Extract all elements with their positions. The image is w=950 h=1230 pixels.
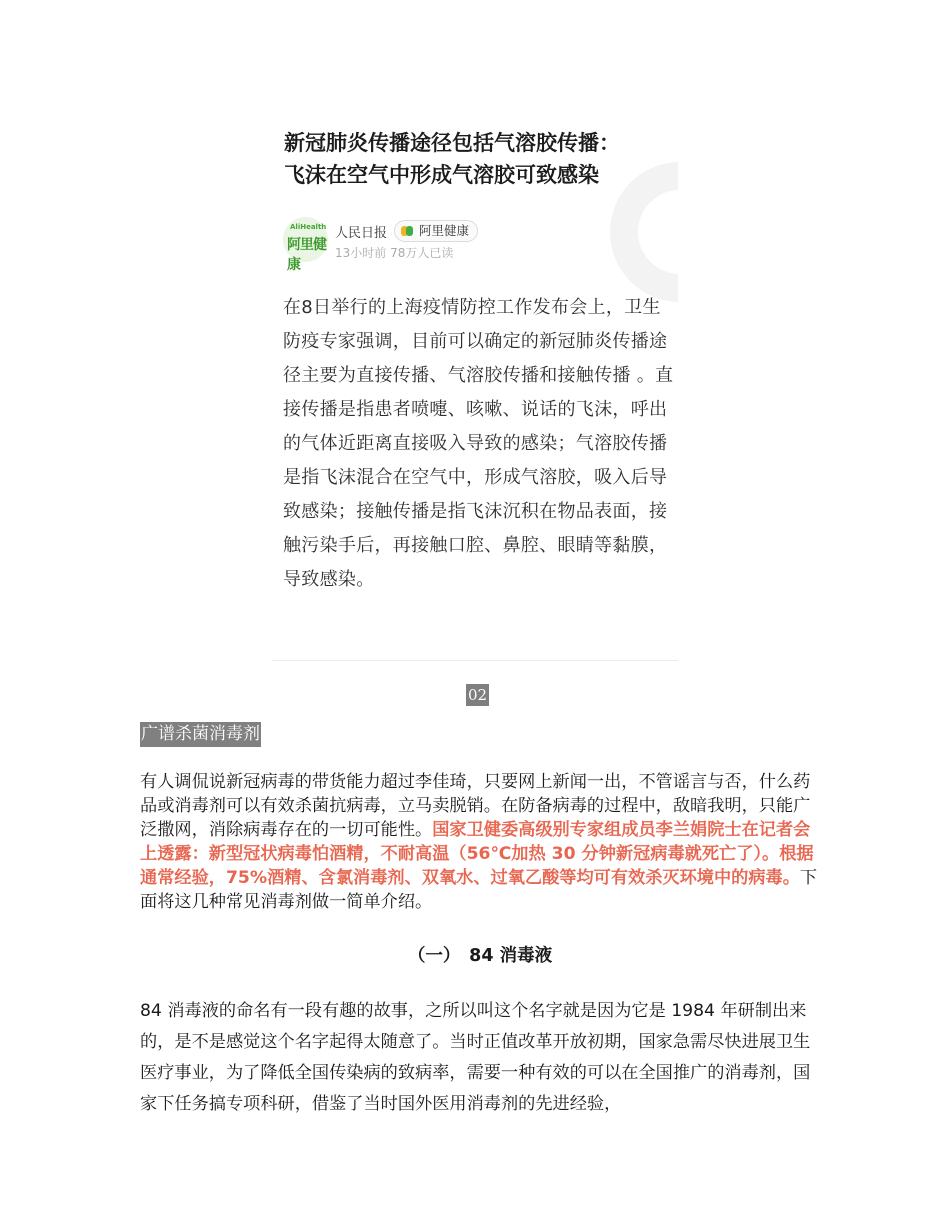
- publisher-badge-label: 阿里健康: [419, 223, 470, 238]
- alihealth-icon: [401, 226, 415, 236]
- article-title-line2: 飞沫在空气中形成气溶胶可致感染: [284, 163, 599, 187]
- article-author: 人民日报: [335, 226, 388, 241]
- page-number: 02: [468, 686, 488, 704]
- article-title-line1: 新冠肺炎传播途径包括气溶胶传播：: [284, 131, 620, 155]
- paragraph-intro-start: 有人调侃说新冠病毒的带货能力超过李佳琦，只要网上新闻一出，不管谣言与否，什么药品或消毒剂可以有效杀菌抗病毒，立马卖脱销。在防备病毒的过程中，敌暗我明，只能广泛撒网，消除病毒存在的一切可能性。: [140, 772, 811, 840]
- paragraph-intro-highlight: 国家卫健委高级别专家组成员李兰娟院士在记者会上透露：新型冠状病毒怕酒精，不耐高温（56℃加热 30 分钟新冠病毒就死亡了）。根据通常经验，75%酒精、含氯消毒剂、双氧水、过氧乙酸等均可有效杀灭环境中的病毒。: [140, 820, 814, 888]
- publisher-logo: [283, 217, 328, 273]
- article-time: 13小时前: [335, 246, 387, 260]
- paragraph-intro: [140, 770, 820, 914]
- article-divider: [272, 660, 678, 661]
- article-body: 在8日举行的上海疫情防控工作发布会上，卫生防疫专家强调，目前可以确定的新冠肺炎传播途径主要为直接传播、气溶胶传播和接触传播 。直接传播是指患者喷嚏、咳嗽、说话的飞沫，呼出的气体近距离直接吸入导致的感染；气溶胶传播是指飞沫混合在空气中，形成气溶胶，吸入后导致感染；接触传播是指飞沫沉积在物品表面，接触污染手后，再接触口腔、鼻腔、眼睛等黏膜，导致感染。: [283, 297, 674, 590]
- paragraph-84: 84 消毒液的命名有一段有趣的故事，之所以叫这个名字就是因为它是 1984 年研制出来的，是不是感觉这个名字起得太随意了。当时正值改革开放初期，国家急需尽快进展卫生医疗事业，为了降低全国传染病的致病率，需要一种有效的可以在全国推广的消毒剂，国家下任务搞专项科研，借鉴了当时国外医用消毒剂的先进经验，: [140, 1001, 811, 1114]
- article-reads: 78万人已读: [390, 246, 454, 260]
- article-title: [284, 127, 674, 191]
- subheading-84: （一） 84 消毒液: [407, 946, 553, 966]
- article-meta: [335, 244, 453, 261]
- section-heading: 广谱杀菌消毒剂: [140, 722, 261, 747]
- publisher-badge: [394, 220, 478, 242]
- paragraph-intro-end: 下面将这几种常见消毒剂做一简单介绍。: [140, 868, 818, 912]
- logo-small-text: AliHealth: [290, 223, 327, 231]
- logo-main-text: 阿里健康: [287, 237, 326, 273]
